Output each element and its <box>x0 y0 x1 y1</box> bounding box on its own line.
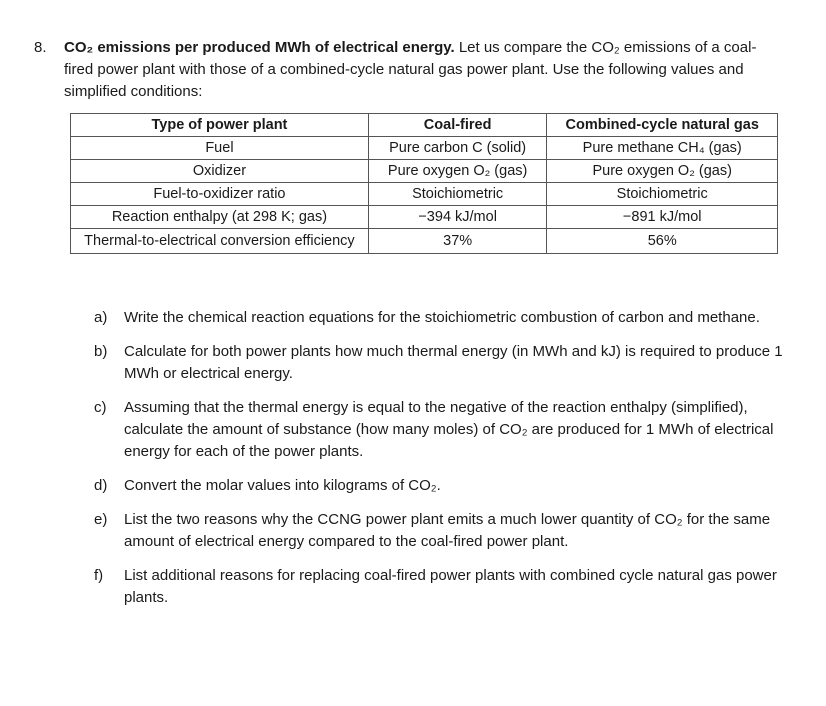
table-row <box>71 183 778 206</box>
table-cell: −394 kJ/mol <box>368 206 547 229</box>
table-cell: Stoichiometric <box>368 183 547 206</box>
table-row <box>71 160 778 183</box>
list-item <box>94 565 784 609</box>
table-row <box>71 206 778 229</box>
list-item <box>94 475 784 497</box>
table-cell: Reaction enthalpy (at 298 K; gas) <box>71 206 369 229</box>
table-cell: Fuel-to-oxidizer ratio <box>71 183 369 206</box>
problem-number: 8. <box>34 39 47 56</box>
question-text: Convert the molar values into kilograms of CO₂. <box>124 477 441 494</box>
question-text: Write the chemical reaction equations for the stoichiometric combustion of carbon and methane. <box>124 309 760 326</box>
problem-statement <box>34 37 794 103</box>
table-cell: Fuel <box>71 137 369 160</box>
question-text: Calculate for both power plants how much thermal energy (in MWh and kJ) is required to produce 1 MWh or electrical energy. <box>124 343 783 382</box>
table-header: Combined-cycle natural gas <box>547 114 778 137</box>
problem-intro-text: Let us compare the CO₂ emissions of a coal-fired power plant with those of a combined-cycle natural gas power plant. Use the following values and simplified conditions: <box>64 39 757 100</box>
table-row <box>71 229 778 254</box>
problem-title: CO₂ emissions per produced MWh of electrical energy. <box>64 39 455 56</box>
question-label: f) <box>94 567 104 584</box>
table-cell: Pure oxygen O₂ (gas) <box>547 160 778 183</box>
question-label: c) <box>94 399 107 416</box>
table-header: Type of power plant <box>71 114 369 137</box>
question-text: Assuming that the thermal energy is equal to the negative of the reaction enthalpy (simplified), calculate the amount of substance (how many moles) of CO₂ are produced for 1 MWh of electrical energy for each of the power plants. <box>124 399 774 460</box>
table-cell: Thermal-to-electrical conversion efficiency <box>71 229 369 254</box>
list-item <box>94 397 784 463</box>
table-cell: 37% <box>368 229 547 254</box>
question-text: List the two reasons why the CCNG power plant emits a much lower quantity of CO₂ for the same amount of electrical energy compared to the coal-fired power plant. <box>124 511 771 550</box>
table-header: Coal-fired <box>368 114 547 137</box>
question-list <box>94 307 784 621</box>
question-label: b) <box>94 343 108 360</box>
table-cell: Oxidizer <box>71 160 369 183</box>
list-item <box>94 341 784 385</box>
question-label: e) <box>94 511 108 528</box>
table-header-row <box>71 114 778 137</box>
list-item <box>94 509 784 553</box>
power-plant-table <box>70 113 778 254</box>
table-cell: Pure methane CH₄ (gas) <box>547 137 778 160</box>
table-row <box>71 137 778 160</box>
table-cell: Pure carbon C (solid) <box>368 137 547 160</box>
question-text: List additional reasons for replacing coal-fired power plants with combined cycle natural gas power plants. <box>124 567 777 606</box>
question-label: a) <box>94 309 108 326</box>
table-cell: 56% <box>547 229 778 254</box>
table-cell: Stoichiometric <box>547 183 778 206</box>
list-item <box>94 307 784 329</box>
table-cell: −891 kJ/mol <box>547 206 778 229</box>
problem-intro <box>64 37 784 103</box>
table-cell: Pure oxygen O₂ (gas) <box>368 160 547 183</box>
question-label: d) <box>94 477 108 494</box>
